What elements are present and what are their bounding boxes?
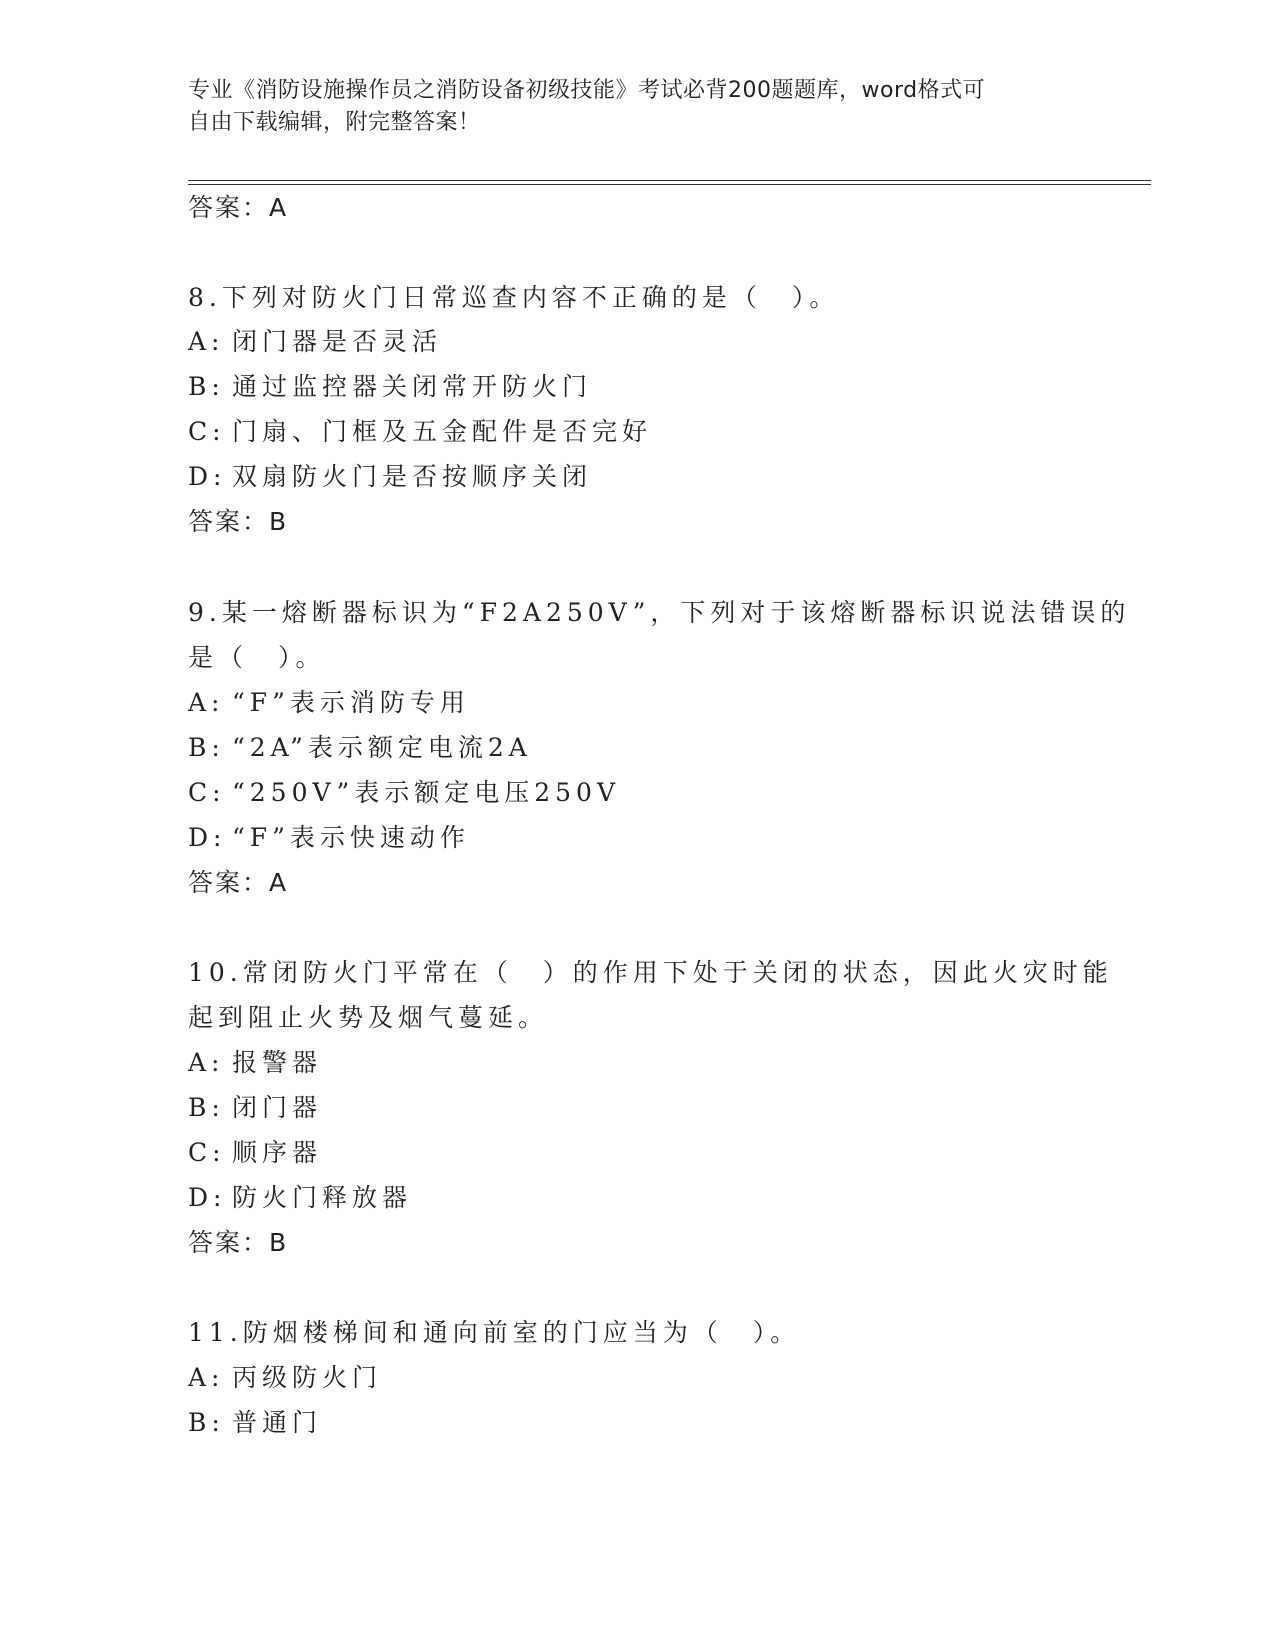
option-letter: A: [188, 327, 225, 356]
question-9-option-b [188, 732, 532, 764]
option-text: 通过监控器关闭常开防火门 [232, 372, 593, 401]
question-11-stem: 11.防烟楼梯间和通向前室的门应当为（ ）。 [188, 1318, 801, 1347]
option-text: 门扇、门框及五金配件是否完好 [232, 417, 653, 446]
question-11-option-b [188, 1407, 322, 1439]
previous-question-answer: 答案：A [188, 193, 289, 222]
question-10-option-a [188, 1047, 322, 1079]
question-9-answer: 答案：A [188, 868, 289, 897]
header-divider-top [188, 180, 1151, 181]
question-10-option-d [188, 1182, 412, 1214]
question-10-stem-line-1: 10.常闭防火门平常在（ ）的作用下处于关闭的状态，因此火灾时能 [188, 958, 1113, 987]
question-9-stem-line-1: 9.某一熔断器标识为“F2A250V”，下列对于该熔断器标识说法错误的 [188, 598, 1131, 627]
question-9-option-a [188, 687, 470, 719]
question-10-option-c [188, 1137, 322, 1169]
question-9-option-d [188, 822, 470, 854]
question-8-answer: 答案：B [188, 507, 289, 536]
option-text: “F”表示消防专用 [232, 688, 470, 717]
option-letter: C: [188, 778, 226, 807]
option-text: 报警器 [232, 1048, 323, 1077]
option-letter: B: [188, 1093, 225, 1122]
option-letter: D: [188, 462, 227, 491]
option-letter: C: [188, 1138, 226, 1167]
option-letter: B: [188, 372, 225, 401]
question-10-stem-line-2: 起到阻止火势及烟气蔓延。 [188, 1003, 549, 1032]
question-10-option-b [188, 1092, 322, 1124]
header-line-1: 专业《消防设施操作员之消防设备初级技能》考试必背200题题库，word格式可 [188, 78, 986, 103]
question-8-option-d [188, 461, 592, 493]
option-letter: D: [188, 1183, 227, 1212]
option-letter: B: [188, 1408, 225, 1437]
question-11-option-a [188, 1362, 382, 1394]
question-8-stem: 8.下列对防火门日常巡查内容不正确的是（ ）。 [188, 283, 840, 312]
option-text: 闭门器是否灵活 [232, 327, 443, 356]
option-text: 防火门释放器 [232, 1183, 413, 1212]
question-9-option-c [188, 777, 620, 809]
option-letter: A: [188, 1363, 225, 1392]
option-letter: C: [188, 417, 226, 446]
option-text: 丙级防火门 [232, 1363, 383, 1392]
document-header [188, 75, 1068, 139]
option-text: 普通门 [232, 1408, 323, 1437]
option-letter: A: [188, 688, 225, 717]
question-8-option-a [188, 326, 442, 358]
option-letter: D: [188, 823, 227, 852]
header-divider-bottom [188, 184, 1151, 185]
option-text: “2A”表示额定电流2A [232, 733, 532, 762]
option-text: “F”表示快速动作 [232, 823, 470, 852]
question-8-option-c [188, 416, 652, 448]
header-line-2: 自由下载编辑，附完整答案！ [188, 110, 481, 135]
question-8-option-b [188, 371, 592, 403]
option-text: 顺序器 [232, 1138, 323, 1167]
question-10-answer: 答案：B [188, 1228, 289, 1257]
option-letter: B: [188, 733, 225, 762]
option-text: 闭门器 [232, 1093, 323, 1122]
option-text: “250V”表示额定电压250V [232, 778, 621, 807]
option-text: 双扇防火门是否按顺序关闭 [232, 462, 593, 491]
option-letter: A: [188, 1048, 225, 1077]
question-9-stem-line-2: 是（ ）。 [188, 643, 326, 672]
